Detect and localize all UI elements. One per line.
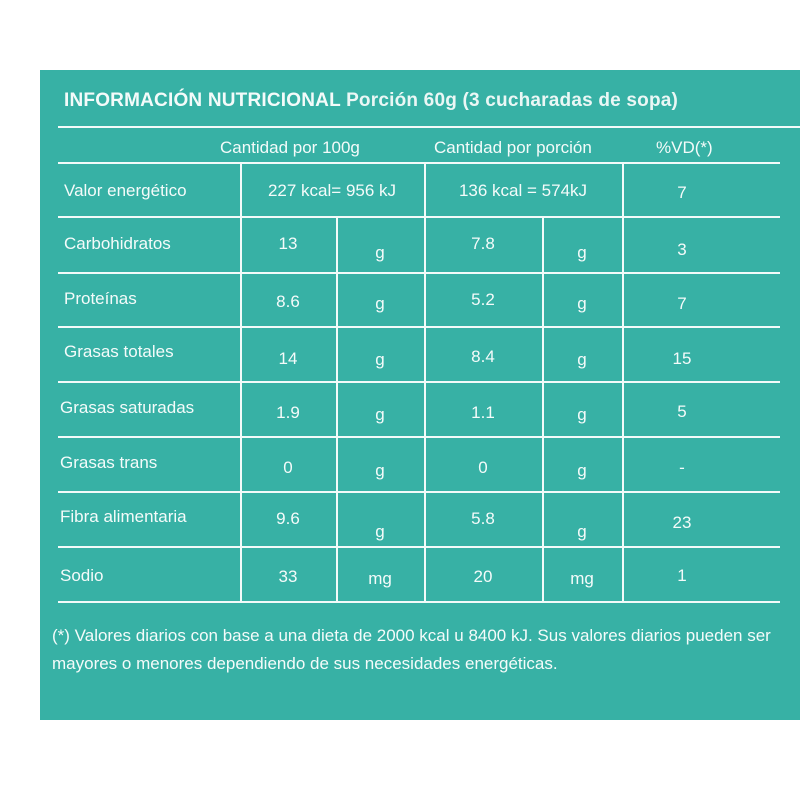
row-name: Proteínas	[64, 289, 137, 308]
row-unit-100g: mg	[368, 569, 392, 588]
row-vd: 1	[677, 566, 687, 585]
label-title	[64, 90, 678, 112]
row-unit-portion: g	[577, 522, 587, 541]
row-vd: 5	[677, 402, 687, 421]
row-unit-100g: g	[375, 405, 385, 424]
nutrition-label	[40, 70, 800, 720]
footnote: (*) Valores diarios con base a una dieta de 2000 kcal u 8400 kJ. Sus valores diarios pueden ser mayores o menores dependiendo de sus necesidades energéticas.	[52, 626, 771, 673]
row-vd: 7	[677, 183, 687, 202]
divider-row	[58, 272, 780, 274]
row-value-100g: 0	[283, 458, 293, 477]
row-value-100g: 14	[278, 349, 298, 368]
row-unit-portion: mg	[570, 569, 594, 588]
row-vd: 3	[677, 240, 687, 259]
divider-row	[58, 546, 780, 548]
row-value-portion: 5.2	[471, 290, 495, 309]
row-value-100g: 33	[278, 567, 298, 586]
row-unit-portion: g	[577, 294, 587, 313]
row-value-100g: 8.6	[276, 292, 300, 311]
col-divider-1	[240, 162, 242, 601]
row-name: Grasas totales	[64, 342, 174, 361]
row-value-100g: 9.6	[276, 509, 300, 528]
divider-row	[58, 491, 780, 493]
row-value-portion: 136 kcal = 574kJ	[458, 181, 588, 200]
row-value-portion: 1.1	[471, 403, 495, 422]
divider-row	[58, 381, 780, 383]
divider-header	[58, 162, 780, 164]
row-unit-100g: g	[375, 243, 385, 262]
row-vd: 15	[672, 349, 692, 368]
row-name: Carbohidratos	[64, 234, 171, 253]
divider-row	[58, 326, 780, 328]
row-vd: -	[679, 458, 685, 477]
title-bold: INFORMACIÓN NUTRICIONAL	[64, 90, 341, 111]
row-name: Fibra alimentaria	[60, 507, 187, 526]
row-value-100g: 227 kcal= 956 kJ	[267, 181, 397, 200]
row-unit-100g: g	[375, 461, 385, 480]
row-value-portion: 0	[478, 458, 488, 477]
divider-top	[58, 126, 800, 128]
header-per-100g: Cantidad por 100g	[220, 138, 360, 157]
divider-row	[58, 436, 780, 438]
row-value-portion: 20	[473, 567, 493, 586]
header-per-portion: Cantidad por porción	[434, 138, 592, 157]
row-vd: 23	[672, 513, 692, 532]
row-value-portion: 7.8	[471, 234, 495, 253]
row-value-100g: 13	[278, 234, 298, 253]
col-divider-5	[622, 162, 624, 601]
row-unit-100g: g	[375, 294, 385, 313]
row-unit-portion: g	[577, 350, 587, 369]
header-vd: %VD(*)	[656, 138, 713, 157]
row-name: Valor energético	[64, 181, 187, 200]
row-unit-portion: g	[577, 405, 587, 424]
row-value-portion: 8.4	[471, 347, 495, 366]
row-name: Sodio	[60, 566, 104, 585]
col-divider-3	[424, 162, 426, 601]
row-value-portion: 5.8	[471, 509, 495, 528]
row-name: Grasas trans	[60, 453, 158, 472]
row-unit-portion: g	[577, 461, 587, 480]
title-portion: Porción 60g (3 cucharadas de sopa)	[346, 90, 679, 111]
row-value-100g: 1.9	[276, 403, 300, 422]
row-name: Grasas saturadas	[60, 398, 195, 417]
row-unit-100g: g	[375, 350, 385, 369]
row-unit-portion: g	[577, 243, 587, 262]
divider-bottom	[58, 601, 780, 603]
row-vd: 7	[677, 294, 687, 313]
row-unit-100g: g	[375, 522, 385, 541]
divider-row	[58, 216, 780, 218]
